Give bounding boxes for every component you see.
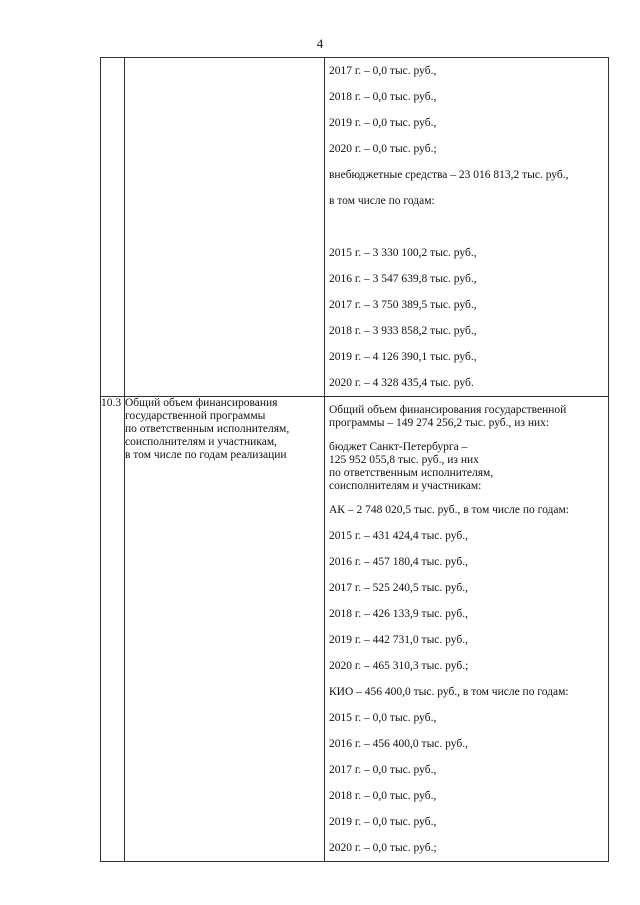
row-value-cell — [325, 397, 609, 862]
row-description-cell — [125, 58, 325, 397]
value-line: 2018 г. – 0,0 тыс. руб., — [329, 90, 437, 103]
description-line: государственной программы — [125, 410, 266, 422]
value-line: КИО – 456 400,0 тыс. руб., в том числе по годам: — [329, 685, 569, 698]
value-line: 2018 г. – 0,0 тыс. руб., — [329, 789, 437, 802]
row-number-cell: 10.3 — [101, 397, 125, 862]
value-line: 2017 г. – 3 750 389,5 тыс. руб., — [329, 298, 477, 311]
value-line: 2020 г. – 465 310,3 тыс. руб.; — [329, 659, 469, 672]
page-number: 4 — [316, 36, 324, 51]
value-line: 2017 г. – 525 240,5 тыс. руб., — [329, 581, 468, 594]
value-line: 2020 г. – 0,0 тыс. руб.; — [329, 142, 437, 155]
description-line: Общий объем финансирования — [125, 397, 278, 409]
row-description-cell — [125, 397, 325, 862]
table-row — [101, 397, 609, 862]
value-line: 2016 г. – 456 400,0 тыс. руб., — [329, 737, 468, 750]
budget-paragraph: бюджет Санкт-Петербурга – 125 952 055,8 тыс. руб., из них по ответственным исполнителям, соисполнителям и участникам: — [329, 441, 494, 492]
value-line: 2018 г. – 3 933 858,2 тыс. руб., — [329, 324, 477, 337]
value-line: 2020 г. – 0,0 тыс. руб.; — [329, 841, 437, 854]
value-line: АК – 2 748 020,5 тыс. руб., в том числе по годам: — [329, 503, 569, 516]
value-line: 2015 г. – 431 424,4 тыс. руб., — [329, 529, 468, 542]
value-line: 2019 г. – 442 731,0 тыс. руб., — [329, 633, 468, 646]
value-line: 2015 г. – 0,0 тыс. руб., — [329, 711, 437, 724]
financing-table — [100, 57, 609, 862]
value-line: 2017 г. – 0,0 тыс. руб., — [329, 763, 437, 776]
spacer — [329, 214, 608, 240]
value-line: 2018 г. – 426 133,9 тыс. руб., — [329, 607, 468, 620]
value-line: 2019 г. – 0,0 тыс. руб., — [329, 815, 437, 828]
table-row — [101, 58, 609, 397]
value-line: в том числе по годам: — [329, 194, 435, 207]
value-line: 2015 г. – 3 330 100,2 тыс. руб., — [329, 246, 477, 259]
value-line: 2016 г. – 3 547 639,8 тыс. руб., — [329, 272, 477, 285]
value-line: 2019 г. – 0,0 тыс. руб., — [329, 116, 437, 129]
total-paragraph: Общий объем финансирования государственной программы – 149 274 256,2 тыс. руб., из них: — [329, 404, 567, 429]
value-line: внебюджетные средства – 23 016 813,2 тыс. руб., — [329, 168, 569, 181]
value-line: 2016 г. – 457 180,4 тыс. руб., — [329, 555, 468, 568]
value-line: 2019 г. – 4 126 390,1 тыс. руб., — [329, 350, 477, 363]
description-line: в том числе по годам реализации — [125, 449, 287, 461]
description-line: по ответственным исполнителям, — [125, 423, 290, 435]
row-number-cell — [101, 58, 125, 397]
row-value-cell — [325, 58, 609, 397]
value-line: 2020 г. – 4 328 435,4 тыс. руб. — [329, 376, 474, 389]
description-line: соисполнителям и участникам, — [125, 436, 277, 448]
value-line: 2017 г. – 0,0 тыс. руб., — [329, 64, 437, 77]
